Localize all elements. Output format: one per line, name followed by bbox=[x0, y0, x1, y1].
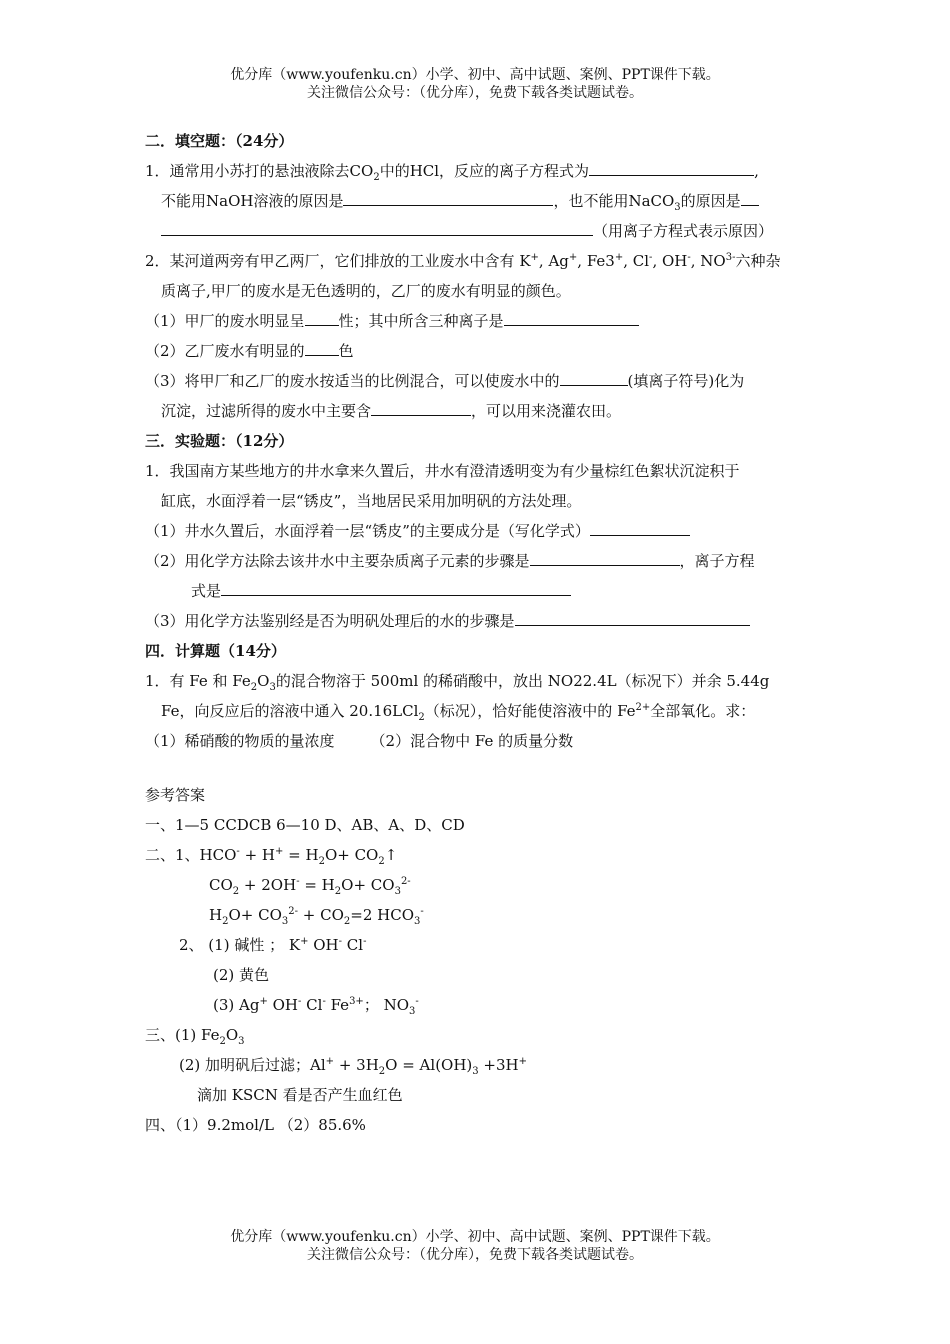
s2-q2-part3-line2: 沉淀，过滤所得的废水中主要含 ，可以用来浇灌农田。 bbox=[145, 396, 810, 426]
s2-q2-part1: （1）甲厂的废水明显呈 性；其中所含三种离子是 bbox=[145, 306, 810, 336]
answer-blank[interactable] bbox=[504, 307, 639, 326]
s2-q1-line1: 1．通常用小苏打的悬浊液除去$CO_2$中的HCl，反应的离子方程式为 , bbox=[145, 156, 810, 186]
section-2-title: 二．填空题：（24分） bbox=[145, 132, 294, 150]
s2-q2-line1: 2．某河道两旁有甲乙两厂，它们排放的工业废水中含有 K+, Ag+, Fe3+, Cl-, OH-, $NO^{3-}$六种杂 bbox=[145, 252, 781, 270]
s3-q1-part2: （2）用化学方法除去该井水中主要杂质离子元素的步骤是 ，离子方程 bbox=[145, 546, 810, 576]
answer-blank[interactable] bbox=[161, 217, 593, 236]
answer-blank[interactable] bbox=[590, 517, 690, 536]
footer-line-1: 优分库（www.youfenku.cn）小学、初中、高中试题、案例、PPT课件下载。 bbox=[230, 1229, 720, 1245]
s3-q1-line1: 1．我国南方某些地方的井水拿来久置后，井水有澄清透明变为有少量棕红色絮状沉淀积于 bbox=[145, 462, 740, 480]
answer-2-part2-2: (2) 黄色 bbox=[213, 966, 270, 984]
s3-q1-line2: 缸底，水面浮着一层“锈皮”，当地居民采用加明矾的方法处理。 bbox=[161, 492, 582, 510]
s2-q2-part3: （3）将甲厂和乙厂的废水按适当的比例混合，可以使废水中的 (填离子符号)化为 bbox=[145, 366, 810, 396]
answer-4: 四、（1）9.2mol/L （2）85.6% bbox=[145, 1116, 366, 1134]
s2-q2-line2: 质离子,甲厂的废水是无色透明的，乙厂的废水有明显的颜色。 bbox=[161, 282, 571, 300]
answer-2-part2-1: 2、 (1) 碱性 ； K+ OH- Cl- bbox=[179, 936, 367, 954]
answer-3-1: 三、(1) $Fe_2O_3$ bbox=[145, 1026, 245, 1047]
answer-2-eq1: 二、1、$HCO^- + H^+ = H_2O+$ $CO_2↑$ bbox=[145, 846, 398, 867]
answer-blank[interactable] bbox=[741, 187, 759, 206]
answer-blank[interactable] bbox=[560, 367, 628, 386]
answer-key bbox=[145, 780, 810, 1140]
header-line-2: 关注微信公众号：（优分库），免费下载各类试题试卷。 bbox=[307, 85, 643, 101]
answer-blank[interactable] bbox=[305, 337, 339, 356]
answers-title: 参考答案 bbox=[145, 786, 206, 804]
s3-q1-part3: （3）用化学方法鉴别经是否为明矾处理后的水的步骤是 bbox=[145, 606, 810, 636]
s2-q1-line3: （用离子方程式表示原因） bbox=[145, 216, 810, 246]
section-3-title: 三．实验题：（12分） bbox=[145, 432, 294, 450]
s2-q2-part2: （2）乙厂废水有明显的 色 bbox=[145, 336, 810, 366]
answer-3-2: (2) 加明矾后过滤；$Al^+ + 3H_2O = Al(OH)_3 +3H^+$ bbox=[179, 1056, 528, 1077]
answer-1: 一、1—5 CCDCB 6—10 D、AB、A、D、CD bbox=[145, 816, 465, 834]
answer-blank[interactable] bbox=[305, 307, 339, 326]
answer-3-3: 滴加 KSCN 看是否产生血红色 bbox=[197, 1086, 403, 1104]
answer-2-eq3: $H_2O+ CO_3^{2-} + CO_2=2$ $HCO_3^-$ bbox=[209, 906, 424, 927]
page-header bbox=[0, 66, 950, 102]
questions bbox=[145, 126, 810, 756]
answer-blank[interactable] bbox=[343, 187, 553, 206]
footer-line-2: 关注微信公众号：（优分库），免费下载各类试题试卷。 bbox=[307, 1247, 643, 1263]
answer-2-part2-3: (3) Ag+ OH- Cl- $Fe^{3+}$； $NO_3^-$ bbox=[213, 996, 419, 1017]
s3-q1-part1: （1）井水久置后，水面浮着一层“锈皮”的主要成分是（写化学式） bbox=[145, 516, 810, 546]
answer-blank[interactable] bbox=[515, 607, 750, 626]
section-4-title: 四．计算题（14分） bbox=[145, 642, 286, 660]
page-footer bbox=[0, 1228, 950, 1264]
answer-blank[interactable] bbox=[371, 397, 471, 416]
answer-blank[interactable] bbox=[530, 547, 680, 566]
answer-blank[interactable] bbox=[589, 157, 754, 176]
s4-q1-parts: （1）稀硝酸的物质的量浓度 （2）混合物中 Fe 的质量分数 bbox=[145, 732, 574, 750]
s3-q1-part2-line2: 式是 bbox=[145, 576, 810, 606]
s4-q1-line1: 1．有 Fe 和 $Fe_2O_3$的混合物溶于 500ml 的稀硝酸中，放出 NO22.4L（标况下）并余 5.44g bbox=[145, 672, 770, 693]
s4-q1-line2: Fe，向反应后的溶液中通入 20.16LCl$_2$（标况），恰好能使溶液中的 $Fe^{2+}$全部氧化。求： bbox=[161, 702, 756, 723]
answer-blank[interactable] bbox=[221, 577, 571, 596]
header-line-1: 优分库（www.youfenku.cn）小学、初中、高中试题、案例、PPT课件下载。 bbox=[230, 67, 720, 83]
s2-q1-line2: 不能用NaOH溶液的原因是 ，也不能用NaCO$_3$的原因是 bbox=[145, 186, 810, 216]
answer-2-eq2: $CO_2 + 2OH^- = H_2O+ CO_3^{2-}$ bbox=[209, 876, 411, 897]
